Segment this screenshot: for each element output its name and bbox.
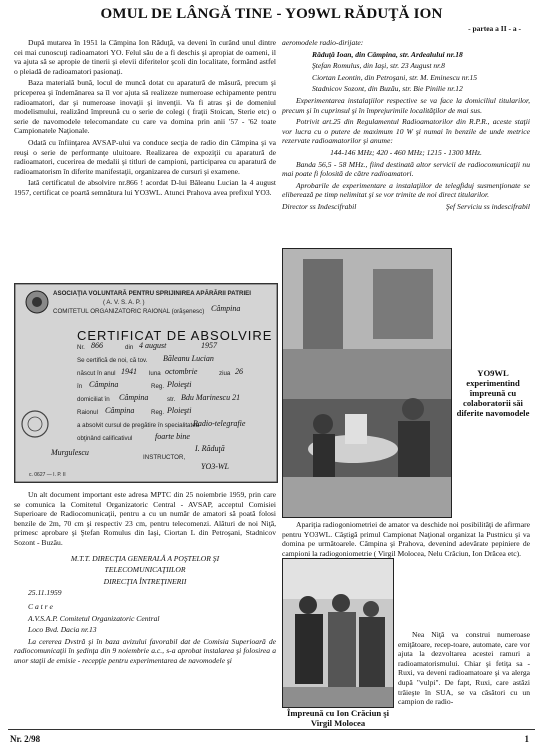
cert-row6-label: a absolvit cursul de pregătire în specialitatea	[77, 422, 200, 429]
cert-president-signature: Murgulescu	[51, 448, 89, 457]
cert-din-value: 4 august	[139, 341, 167, 350]
issue-number: Nr. 2/98	[10, 734, 41, 744]
right-column-intro	[282, 520, 530, 558]
paragraph: Un alt document important este adresa MPTC din 25 noiembrie 1959, prin care se comunica la Comitetul Organizatoric Central - AVSAP, acceptul Comisiei Superioare de Radiocomunicaţii, pentru a cu un număr de amatori să poată folosi benzile de 2m, 70 cm şi respectiv 23 cm, pentru telecomenzi. Alături de noi Niţă, primesc aprobare şi Ştefan Romulus din Iaşi, Ciortan L din Petroşani, Stadnicov Sozont - Buzău.	[14, 490, 276, 547]
letter-list-item: Ciortan Leontin, din Petroşani, str. M. Eminescu nr.15	[312, 72, 478, 82]
cert-row5-mid: Reg.	[151, 409, 165, 416]
cert-row2-mid: luna	[149, 370, 161, 377]
cert-row4-val2: Bdu Marinescu 21	[181, 393, 241, 402]
cert-nr-label: Nr.	[77, 344, 85, 351]
cert-row2-label: născut în anul	[77, 370, 116, 377]
letter-date: 25.11.1959	[28, 588, 62, 598]
letter-list-item: Răduţă Ioan, din Câmpina, str. Ardealului nr.18	[312, 49, 463, 59]
cert-row2-val3: 26	[235, 367, 243, 376]
cert-row5-val2: Ploieşti	[167, 406, 192, 415]
cert-org2: ( A. V. S. A. P. )	[103, 299, 145, 306]
cert-row2-val1: 1941	[121, 367, 137, 376]
cert-row4-val: Câmpina	[119, 393, 149, 402]
signature-chief: Şef Serviciu ss indescifrabil	[445, 201, 530, 211]
cert-row5-val: Câmpina	[105, 406, 135, 415]
letter-head1: M.T.T. DIRECŢIA GENERALĂ A POŞTELOR ŞI	[70, 553, 220, 563]
page-number: 1	[524, 734, 529, 744]
cert-instructor-signature: I. Răduţă	[195, 444, 225, 453]
signature-director: Director ss Indescifrabil	[282, 201, 357, 211]
cert-org3: COMITETUL ORGANIZATORIC RAIONAL (orăşenesc)	[53, 308, 205, 315]
photo-group	[282, 558, 394, 708]
letter-list-item: Stadnicov Sozont, din Buzău, str. Bie Pinilie nr.12	[312, 84, 463, 94]
letter-body: La cererea Dvstră şi în baza avizului favorabil dat de Comisia Superioară de radiocomunicaţii în şedinţa din 9 noiembrie a.c., s-a aprobat instalarea şi folosirea a unor staţii de emisie - recepţie pentru experimentarea de navomodele şi	[14, 636, 276, 665]
photo-navomodels	[282, 248, 452, 518]
cert-year: 1957	[201, 341, 217, 350]
cert-row3-val2: Ploieşti	[167, 380, 192, 389]
certificate-image	[14, 283, 278, 483]
letter-to3: Loco Bvd. Dacia nr.13	[28, 625, 97, 635]
paragraph: După mutarea în 1951 la Câmpina Ion Răduţă, va deveni în curând unul dintre cei mai cunoscuţi radioamatori YO. Felul său de a fi deschis şi apropiat de oameni, il va ajuta să se apropie de tinerii şi elevii diferitelor şcoli din localitate, formând astfel o pleiadă de radioamatori pasionaţi.	[14, 38, 276, 76]
cert-row4-mid: str.	[167, 396, 176, 403]
cert-title: CERTIFICAT DE ABSOLVIRE	[77, 328, 273, 343]
photo-group-illustration	[283, 559, 393, 707]
letter-paragraph: Aprobarile de experimentare a instalaţiilor de telegfiduj susmenţionate se eliberează pe timp nelimitat şi se vor trimite de noi direct titularilor.	[282, 180, 530, 200]
letter-paragraph: Experimentarea instalaţiilor respective se va face la domiciliul titularilor, precum şi în cuprinsul şi în împrejurimile localităţilor de mai sus.	[282, 95, 530, 115]
paragraph-intro: Apariţia radiogoniometriei de amator va deschide noi posibilităţi de afirmare pentru YO3WL. Câştigă primul Campionat Naţional organizat la Pustnicu şi va domina pe următoarele. Câmpina şi Prahova, devenind adevărate pepiniere de campioni la radiogoniometrie ( Virgil Molocea, Nelu Crăciun, Ion Drăcea etc).	[282, 520, 530, 558]
cert-org1: ASOCIAŢIA VOLUNTARĂ PENTRU SPRIJINIREA APĂRĂRII PATRIEI	[53, 290, 252, 297]
cert-row7-label: obţinând calificativul	[77, 435, 133, 442]
cert-row2-end: ziua	[219, 370, 231, 377]
cert-instructor-callsign: YO3-WL	[201, 462, 230, 471]
letter-to2: A.V.S.A.P. Comitetul Organizatoric Central	[28, 613, 160, 623]
cert-row1-label: Se certifică de noi, că tov.	[77, 357, 148, 364]
right-column-bottom	[398, 630, 530, 709]
cert-row1-value: Băleanu Lucian	[163, 354, 214, 363]
letter-list-item: Ştefan Romulus, din Iaşi, str. 23 August nr.8	[312, 61, 445, 71]
letter-signatures	[282, 202, 530, 212]
letter-lead: aeromodele radio-dirijate:	[282, 38, 364, 47]
left-column-bottom	[14, 490, 276, 668]
page-title: OMUL DE LÂNGĂ TINE - YO9WL RĂDUŢĂ ION	[100, 6, 443, 22]
cert-row6-val: Radio-telegrafie	[193, 419, 246, 428]
paragraph: Odată cu înfiinţarea AVSAP-ului va conduce secţia de radio din Câmpina şi va reuşi o serie de performanţe uluitoare. Realizarea de expoziţii cu aparatură de radioamatori, cucerirea de medalii şi titluri de campioni, participarea cu aparatură de radioamatorism în diferite manifestaţii, organizarea de cursuri şi examene.	[14, 137, 276, 176]
cert-row3-val: Câmpina	[89, 380, 119, 389]
cert-nr-value: 866	[91, 341, 103, 350]
cert-row5-label: Raionul	[77, 409, 98, 416]
paragraph: Baza materială bună, locul de muncă dotat cu aparatură de măsură, precum şi priceperea şi îndemânarea sa îl vor ajuta să realizeze numeroase echipamente pentru radioamatori, dar şi numeroase inovaţii şi invenţii. Va fi atras şi de domeniul modelismului, realizând împreună cu o serie de colegi ( fraţii Stoican, Sterie etc) o serie de navomodele telecomandate cu care va domina prin anii '57 - '62 toate Campionatele Naţionale.	[14, 78, 276, 136]
page-subtitle: - partea a II - a -	[468, 24, 521, 33]
right-column-top	[282, 38, 530, 212]
photo-group-caption: Împreună cu Ion Crăciun şi Virgil Molocea	[286, 708, 390, 728]
cert-row7-val: foarte bine	[155, 432, 190, 441]
letter-head3: DIRECŢIA ÎNTREŢINERII	[103, 576, 187, 586]
letter-to1: C a t r e	[28, 601, 53, 611]
cert-org3-hand: Câmpina	[211, 304, 241, 313]
cert-foot: c. 0627 — I. P. II	[29, 472, 66, 478]
cert-row4-label: domiciliat în	[77, 396, 110, 403]
cert-instructor-label: INSTRUCTOR,	[143, 454, 186, 461]
photo-navomodels-caption: YO9WL experimentind împreună cu colaboratorii săi diferite navomodele	[456, 368, 530, 418]
letter-head2: TELECOMUNICAŢIILOR	[104, 565, 186, 575]
cert-row3-label: în	[77, 383, 83, 390]
left-column-top	[14, 38, 276, 200]
footer-rule	[8, 729, 535, 730]
cert-row3-mid: Reg.	[151, 383, 165, 390]
cert-row2-val2: octombrie	[165, 367, 198, 376]
letter-paragraph: Potrivit art.25 din Regulamentul Radioamatorilor din R.P.R., aceste staţii vor lucra cu o putere de maximum 10 W şi numai în benzile de unde metrice rezervate radioamatorilor şi anume:	[282, 117, 530, 146]
cert-din-label: din	[125, 344, 134, 351]
letter-bands: 144-146 MHz; 420 - 460 MHz; 1215 - 1300 MHz.	[330, 147, 482, 157]
paragraph: Nea Niţă va construi numeroase emiţătoare, recep-toare, automate, care vor ajuta la dezvoltarea acestei ramuri a radioamatorismului. Chiar şi fetiţa sa - Ruxi, va deveni radioamatoare şi va alerga după "vulpi". De fapt, Ruxi, care astăzi trăieşte în SUA, se va căsători cu un campion de radio-	[398, 630, 530, 707]
letter-paragraph: Banda 56,5 - 58 MHz., fiind destinată altor servicii de radiocomunicaţii nu mai poate fi folosită de către radioamatori.	[282, 159, 530, 179]
paragraph: Iată certificatul de absolvire nr.866 ! acordat D-lui Băleanu Lucian la 4 august 1957, certificat ce poartă semnătura lui YO3WL. Atunci Prahova avea prefixul YO3.	[14, 178, 276, 197]
photo-navomodels-illustration	[283, 249, 451, 517]
